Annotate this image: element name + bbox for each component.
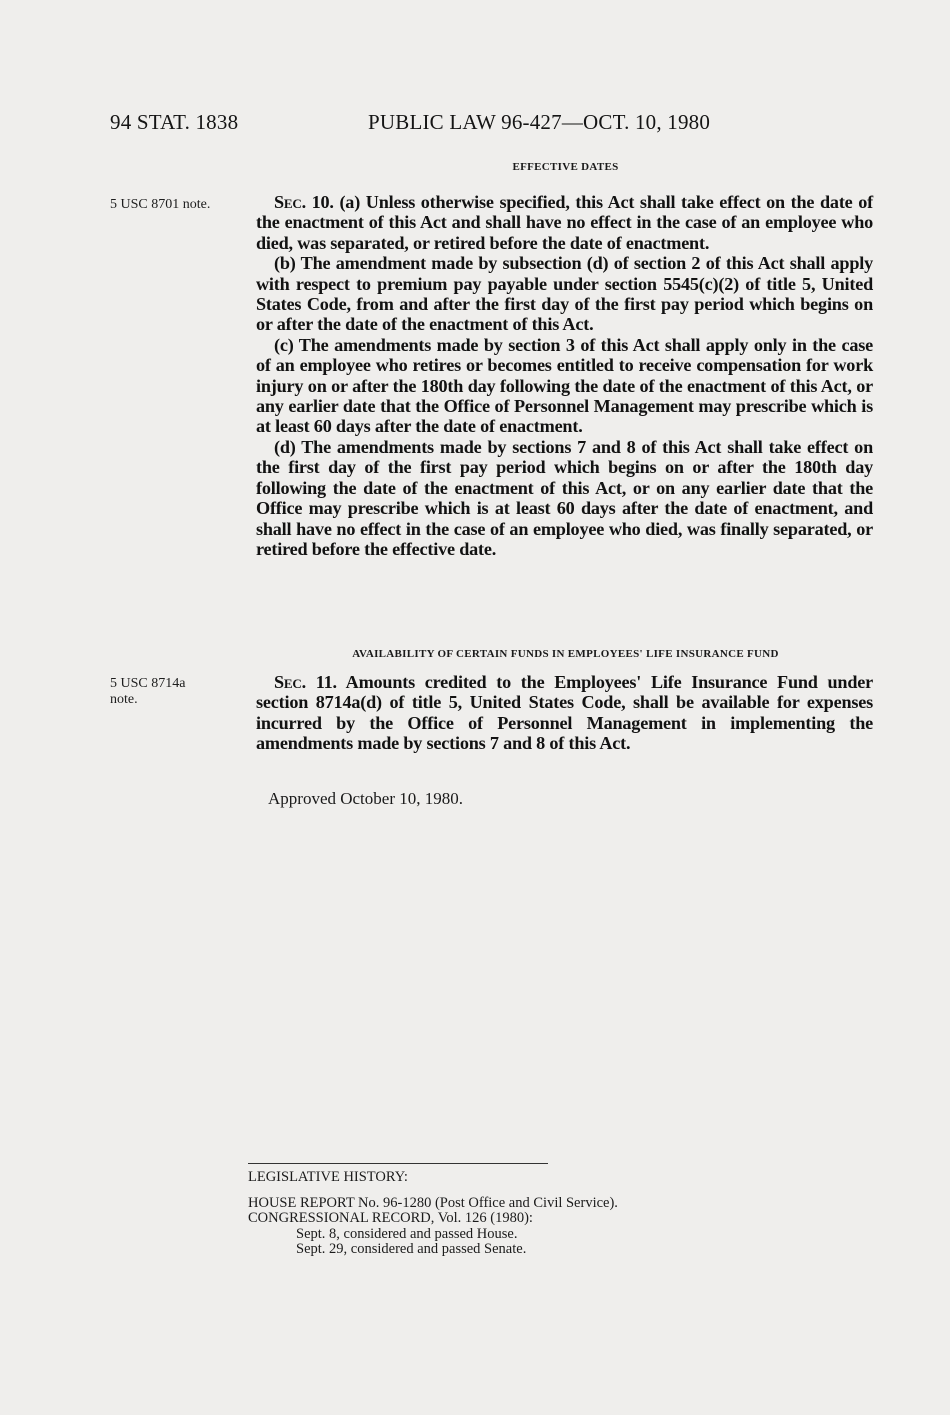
legislative-history bbox=[248, 1163, 728, 1258]
section-heading-effective-dates: EFFECTIVE DATES bbox=[512, 161, 619, 173]
legislative-history-divider bbox=[248, 1163, 548, 1164]
history-entry: Sept. 8, considered and passed House. bbox=[296, 1225, 518, 1242]
section-heading-life-insurance-fund: AVAILABILITY OF CERTAIN FUNDS IN EMPLOYEES' LIFE INSURANCE FUND bbox=[352, 648, 779, 660]
statute-page-number: 94 STAT. 1838 bbox=[110, 110, 239, 134]
sec10-paragraph-b: (b) The amendment made by subsection (d) of section 2 of this Act shall apply with respect to premium pay payable under section 5545(c)(2) of title 5, United States Code, from and after the first day of the first pay period which begins on or after the date of the enactment of this Act. bbox=[256, 253, 873, 335]
legislative-history-title: LEGISLATIVE HISTORY: bbox=[248, 1169, 408, 1185]
sec10-paragraph-c: (c) The amendments made by section 3 of this Act shall apply only in the case of an employee who retires or becomes entitled to receive compensation for work injury on or after the 180th day following the date of the enactment of this Act, or any earlier date that the Office of Personnel Management may prescribe which is at least 60 days after the date of enactment. bbox=[256, 334, 873, 437]
sec10-a-text: 10. (a) Unless otherwise specified, this Act shall take effect on the date of the enactment of this Act and shall have no effect in the case of an employee who died, was separated, or retired before the date of enactment. bbox=[256, 192, 873, 253]
sec11-label: Sec. bbox=[274, 672, 306, 692]
house-report: HOUSE REPORT No. 96-1280 (Post Office and Civil Service). bbox=[248, 1194, 618, 1211]
section-11-body bbox=[256, 672, 873, 754]
sec11-text: 11. Amounts credited to the Employees' Life Insurance Fund under section 8714a(d) of title 5, United States Code, shall be available for expenses incurred by the Office of Personnel Management in implementing the amendments made by sections 7 and 8 of this Act. bbox=[256, 672, 873, 754]
congressional-record: CONGRESSIONAL RECORD, Vol. 126 (1980): bbox=[248, 1210, 533, 1226]
section-10-body bbox=[256, 192, 873, 559]
history-entry: Sept. 29, considered and passed Senate. bbox=[296, 1241, 527, 1257]
approval-date: Approved October 10, 1980. bbox=[268, 789, 463, 808]
sec10-paragraph-d: (d) The amendments made by sections 7 and 8 of this Act shall take effect on the first day of the first pay period which begins on or after the 180th day following the date of the enactment of this Act, or on any earlier date that the Office may prescribe which is at least 60 days after the date of enactment, and shall have no effect in the case of an employee who died, was finally separated, or retired before the effective date. bbox=[256, 436, 873, 559]
sec10-label: Sec. bbox=[274, 192, 306, 212]
margin-note-sec10: 5 USC 8701 note. bbox=[110, 197, 211, 212]
sec11-paragraph bbox=[256, 672, 873, 754]
public-law-title: PUBLIC LAW 96-427—OCT. 10, 1980 bbox=[368, 110, 711, 134]
margin-note-sec11: 5 USC 8714a note. bbox=[110, 676, 186, 707]
sec10-paragraph-a bbox=[256, 192, 873, 253]
